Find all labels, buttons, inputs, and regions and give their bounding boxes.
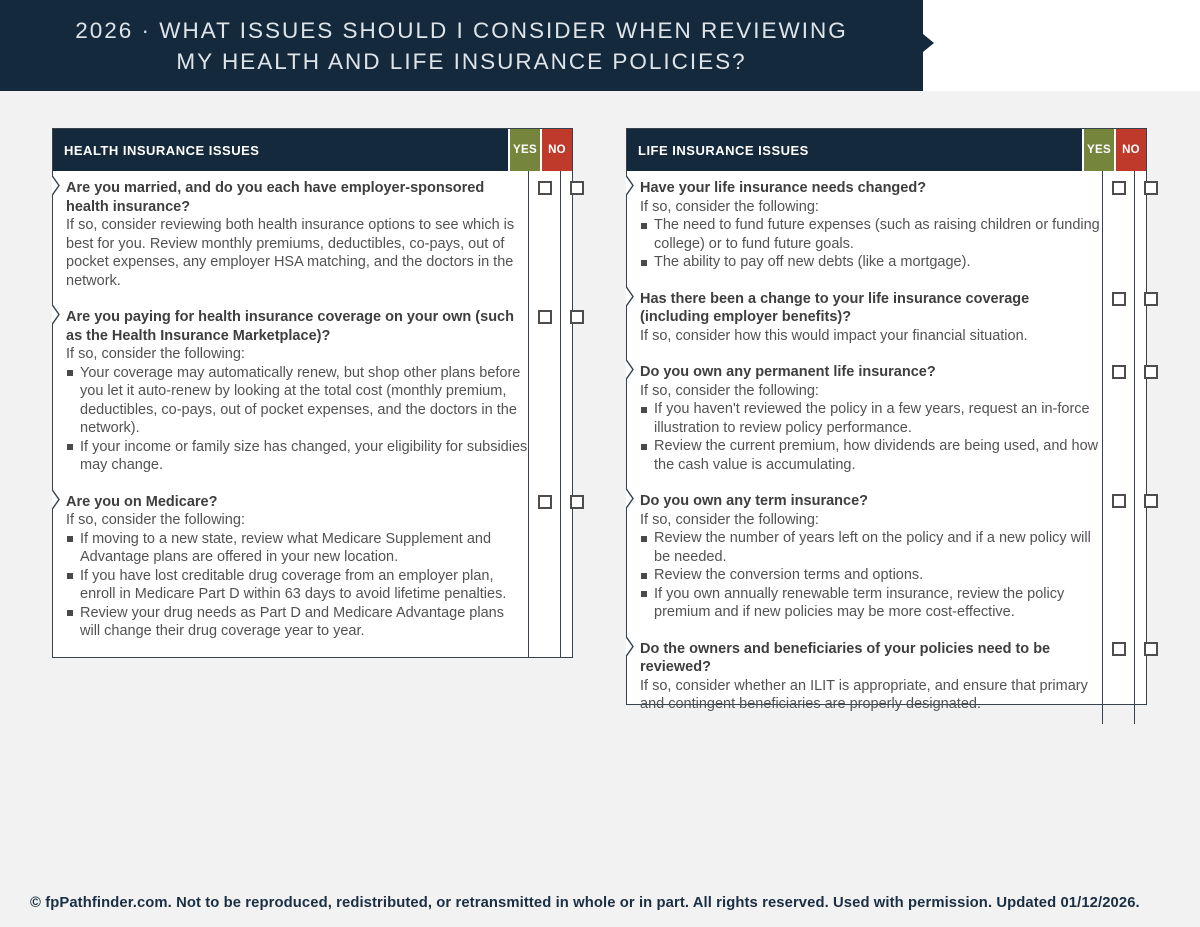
row-chevron-icon — [52, 304, 61, 325]
question-text: Have your life insurance needs changed? — [640, 180, 927, 196]
title-banner — [0, 0, 923, 91]
guidance-bullet-list — [640, 400, 1102, 474]
row-chevron-icon — [626, 175, 635, 196]
health-table-header — [53, 129, 572, 171]
no-cell — [560, 485, 592, 658]
no-cell — [560, 171, 592, 300]
yes-cell — [1102, 355, 1134, 484]
yes-checkbox[interactable] — [1112, 292, 1126, 306]
row-chevron-icon — [626, 286, 635, 307]
question-cell — [53, 171, 528, 300]
question-text: Are you on Medicare? — [66, 493, 218, 510]
no-cell — [1134, 171, 1166, 282]
bullet-item: If your income or family size has changed, your eligibility for subsidies may change. — [66, 438, 528, 475]
question-cell — [627, 632, 1102, 724]
no-cell — [1134, 484, 1166, 632]
life-table-header — [627, 129, 1146, 171]
question-cell — [53, 485, 528, 658]
bullet-item: The need to fund future expenses (such as raising children or funding college) or to fund future goals. — [640, 216, 1102, 253]
bullet-item: If you have lost creditable drug coverage from an employer plan, enroll in Medicare Part D within 63 days to avoid lifetime penalties. — [66, 567, 528, 604]
no-cell — [1134, 632, 1166, 724]
banner-arrow-icon — [923, 34, 934, 52]
no-cell — [1134, 355, 1166, 484]
yes-checkbox[interactable] — [1112, 365, 1126, 379]
row-chevron-icon — [626, 488, 635, 509]
row-chevron-icon — [626, 636, 635, 657]
no-checkbox[interactable] — [1144, 642, 1158, 656]
yes-cell — [1102, 282, 1134, 356]
question-cell — [627, 171, 1102, 282]
question-cell — [627, 282, 1102, 356]
no-checkbox[interactable] — [1144, 365, 1158, 379]
yes-cell — [528, 300, 560, 485]
question-text: Are you paying for health insurance coverage on your own (such as the Health Insurance Marketplace)? — [66, 309, 514, 344]
yes-cell — [1102, 632, 1134, 724]
question-guidance: If so, consider whether an ILIT is appropriate, and ensure that primary and contingent beneficiaries are properly designated. — [640, 677, 1088, 712]
life-insurance-table — [626, 128, 1147, 712]
question-text: Do you own any permanent life insurance? — [640, 364, 936, 380]
no-checkbox[interactable] — [1144, 292, 1158, 306]
no-column-header: NO — [1114, 129, 1146, 171]
no-cell — [560, 300, 592, 485]
bullet-item: Your coverage may automatically renew, but shop other plans before you let it auto-renew by looking at the total cost (monthly premium, deductibles, co-pays, out of pocket expenses, and the doctors in the network). — [66, 364, 528, 438]
page-title-line2: MY HEALTH AND LIFE INSURANCE POLICIES? — [176, 48, 747, 74]
page-title-line1: 2026 · WHAT ISSUES SHOULD I CONSIDER WHEN REVIEWING — [75, 17, 848, 43]
no-cell — [1134, 282, 1166, 356]
question-cell — [53, 300, 528, 485]
health-table-title: HEALTH INSURANCE ISSUES — [64, 142, 260, 158]
row-chevron-icon — [626, 359, 635, 380]
yes-checkbox[interactable] — [538, 495, 552, 509]
no-checkbox[interactable] — [570, 310, 584, 324]
health-insurance-table — [52, 128, 573, 658]
life-table-title: LIFE INSURANCE ISSUES — [638, 142, 809, 158]
question-guidance: If so, consider how this would impact your financial situation. — [640, 327, 1028, 344]
table-row — [627, 171, 1146, 282]
guidance-bullet-list — [640, 529, 1102, 622]
no-checkbox[interactable] — [1144, 494, 1158, 508]
yes-cell — [1102, 171, 1134, 282]
guidance-bullet-list — [66, 364, 528, 475]
yes-cell — [528, 171, 560, 300]
guidance-bullet-list — [640, 216, 1102, 272]
question-guidance: If so, consider the following: — [640, 198, 819, 215]
yes-checkbox[interactable] — [1112, 494, 1126, 508]
question-guidance: If so, consider the following: — [66, 346, 245, 362]
yes-checkbox[interactable] — [1112, 642, 1126, 656]
yes-cell — [528, 485, 560, 658]
table-row — [53, 300, 572, 485]
question-text: Are you married, and do you each have employer-sponsored health insurance? — [66, 180, 485, 215]
yes-column-header: YES — [1082, 129, 1114, 171]
yes-cell — [1102, 484, 1134, 632]
yes-column-header: YES — [508, 129, 540, 171]
row-chevron-icon — [52, 489, 61, 510]
table-row — [53, 171, 572, 300]
table-row — [627, 484, 1146, 632]
question-text: Has there been a change to your life insurance coverage (including employer benefits)? — [640, 290, 1030, 325]
row-chevron-icon — [52, 175, 61, 196]
bullet-item: Review your drug needs as Part D and Medicare Advantage plans will change their drug coverage year to year. — [66, 604, 528, 641]
no-checkbox[interactable] — [570, 495, 584, 509]
yes-checkbox[interactable] — [1112, 181, 1126, 195]
no-column-header: NO — [540, 129, 572, 171]
question-guidance: If so, consider the following: — [66, 512, 245, 528]
yes-checkbox[interactable] — [538, 310, 552, 324]
life-table-rows — [627, 171, 1146, 724]
bullet-item: Review the conversion terms and options. — [640, 566, 1102, 585]
no-checkbox[interactable] — [570, 181, 584, 195]
health-table-rows — [53, 171, 572, 657]
question-cell — [627, 484, 1102, 632]
question-cell — [627, 355, 1102, 484]
no-checkbox[interactable] — [1144, 181, 1158, 195]
guidance-bullet-list — [66, 530, 528, 641]
question-text: Do you own any term insurance? — [640, 493, 869, 509]
bullet-item: If you haven't reviewed the policy in a few years, request an in-force illustration to review policy performance. — [640, 400, 1102, 437]
bullet-item: Review the current premium, how dividends are being used, and how the cash value is accumulating. — [640, 437, 1102, 474]
bullet-item: The ability to pay off new debts (like a mortgage). — [640, 253, 1102, 272]
question-guidance: If so, consider reviewing both health insurance options to see which is best for you. Review monthly premiums, deductibles, co-pays, out of pocket expenses, any employer HSA matching, and the doctors in the network. — [66, 217, 515, 289]
bullet-item: If you own annually renewable term insurance, review the policy premium and if new policies may be more cost-effective. — [640, 585, 1102, 622]
table-row — [627, 355, 1146, 484]
table-row — [53, 485, 572, 658]
yes-checkbox[interactable] — [538, 181, 552, 195]
table-row — [627, 632, 1146, 724]
question-guidance: If so, consider the following: — [640, 382, 819, 399]
question-guidance: If so, consider the following: — [640, 511, 819, 528]
table-row — [627, 282, 1146, 356]
question-text: Do the owners and beneficiaries of your policies need to be reviewed? — [640, 640, 1051, 675]
bullet-item: If moving to a new state, review what Medicare Supplement and Advantage plans are offered in your new location. — [66, 530, 528, 567]
copyright-footer: © fpPathfinder.com. Not to be reproduced, redistributed, or retransmitted in whole or in part. All rights reserved. Used with permission. Updated 01/12/2026. — [30, 895, 1140, 911]
bullet-item: Review the number of years left on the policy and if a new policy will be needed. — [640, 529, 1102, 566]
